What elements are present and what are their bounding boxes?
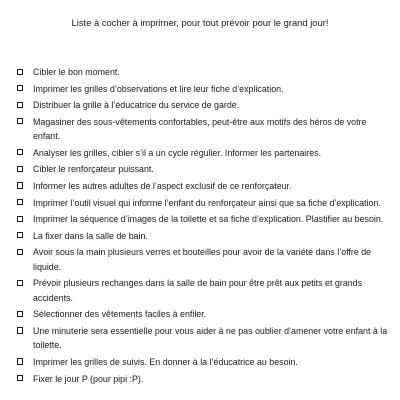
- checklist-item: [17, 212, 389, 226]
- checkbox-icon: [17, 232, 23, 238]
- checkbox-icon: [17, 311, 23, 317]
- checklist-item: [17, 146, 389, 160]
- checklist-item-text: Prévoir plusieurs rechanges dans la salle de bain pour être prêt aux petits et grands accidents.: [33, 278, 363, 303]
- checklist-item-text: Magasiner des sous-vêtements confortables, peut-être aux motifs des héros de votre enfant.: [33, 116, 367, 142]
- checklist-item-text: Imprimer l’outil visuel qui informe l’enfant du renforçateur ainsi que sa fiche d’explication.: [33, 197, 381, 208]
- checklist-item-text: Avoir sous la main plusieurs verres et bouteilles pour avoir de la variété dans l’offre de liquide.: [33, 247, 372, 272]
- checkbox-icon: [17, 199, 23, 205]
- checklist-item: [17, 307, 389, 321]
- checklist-item: [17, 82, 389, 96]
- checkbox-icon: [17, 118, 23, 124]
- checklist-item: [17, 276, 389, 305]
- checklist-item-text: Fixer le jour P (pour pipi :P).: [33, 373, 144, 384]
- checklist-item-text: Cibler le bon moment.: [33, 67, 120, 77]
- checklist-item-text: Analyser les grilles, cibler s’il a un cycle régulier. Informer les partenaires.: [33, 147, 322, 158]
- checklist-item: [17, 115, 389, 144]
- checklist-item: [17, 98, 389, 112]
- checklist-item-text: Distribuer la grille à l’éducatrice du service de garde.: [33, 100, 240, 111]
- document-title: Liste à cocher à imprimer, pour tout prévoir pour le grand jour!: [71, 17, 329, 28]
- checkbox-icon: [17, 327, 23, 333]
- checkbox-icon: [17, 249, 23, 255]
- checklist-item: [17, 245, 389, 274]
- checklist-item-text: Une minuterie sera essentielle pour vous aider à ne pas oublier d’amener votre enfant à la toilette.: [33, 325, 388, 351]
- checklist: [17, 65, 389, 388]
- checklist-item: [17, 196, 389, 210]
- checklist-item: [17, 65, 389, 79]
- checkbox-icon: [17, 182, 23, 188]
- checkbox-icon: [17, 280, 23, 286]
- checklist-item: [17, 229, 389, 243]
- checkbox-icon: [17, 69, 23, 75]
- checklist-item-text: Sélectionner des vêtements faciles à enfiler.: [33, 309, 207, 320]
- checkbox-icon: [17, 216, 23, 222]
- checklist-item: [17, 355, 389, 369]
- checklist-item-text: Cibler le renforçateur puissant.: [33, 164, 154, 175]
- checklist-item-text: La fixer dans la salle de bain.: [33, 230, 148, 241]
- checklist-item: [17, 372, 389, 386]
- checklist-item: [17, 179, 389, 193]
- checkbox-icon: [17, 102, 23, 108]
- checkbox-icon: [17, 358, 23, 364]
- checklist-item: [17, 162, 389, 176]
- checkbox-icon: [17, 166, 23, 172]
- checkbox-icon: [17, 85, 23, 91]
- checklist-item: [17, 324, 389, 353]
- checkbox-icon: [17, 375, 23, 381]
- checkbox-icon: [17, 149, 23, 155]
- checklist-item-text: Informer les autres adultes de l’aspect exclusif de ce renforçateur.: [33, 180, 292, 191]
- checklist-item-text: Imprimer les grilles d’observations et lire leur fiche d’explication.: [33, 83, 284, 94]
- checklist-item-text: Imprimer les grilles de suivis. En donner à la l’éducatrice au besoin.: [33, 356, 298, 367]
- checklist-item-text: Imprimer la séquence d’images de la toilette et sa fiche d’explication. Plastifier au besoin.: [33, 214, 384, 225]
